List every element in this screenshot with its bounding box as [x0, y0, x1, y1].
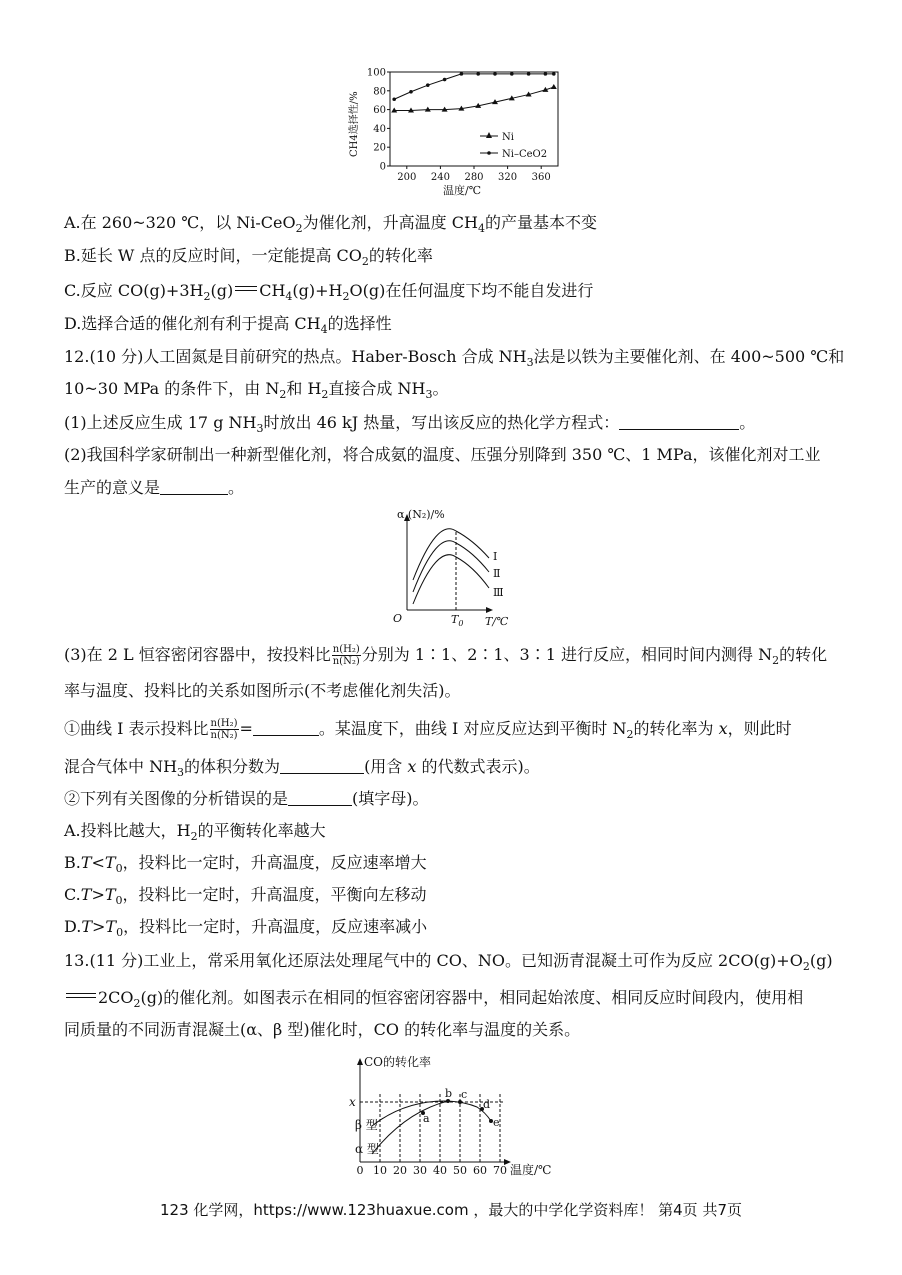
- point-c: c: [461, 1088, 468, 1101]
- answer-blank[interactable]: [253, 721, 319, 736]
- ni-ceo2-point: [443, 78, 447, 82]
- answer-blank[interactable]: [619, 415, 739, 430]
- y-axis-label: α (N₂)/%: [397, 508, 445, 521]
- equilibrium-arrow: [235, 284, 257, 294]
- point-a: a: [423, 1112, 430, 1125]
- q12-choice-b: $B.T<T_0$，投料比一定时，升高温度，反应速率增大: [64, 853, 427, 875]
- y-tick-label: 80: [373, 86, 386, 98]
- x-tick-label: 60: [473, 1164, 487, 1177]
- option-a: A.在 260~320 ℃，以 Ni-CeO$_2$为催化剂，升高温度 $CH_4$的产量基本不变: [64, 213, 597, 235]
- ni-ceo2-point: [460, 72, 464, 76]
- ni-ceo2-point: [510, 72, 514, 76]
- ni-ceo2-point: [527, 72, 531, 76]
- alpha-curve: [372, 1101, 448, 1154]
- y-axis-label: CO的转化率: [364, 1055, 432, 1069]
- q12-choice-d: $D.T>T_0$，投料比一定时，升高温度，反应速率减小: [64, 917, 428, 939]
- x-tick-labels: [357, 1164, 508, 1177]
- option-d: D.选择合适的催化剂有利于提高 $CH_4$的选择性: [64, 314, 392, 336]
- q12-intro-2: 10~30 MPa 的条件下，由 $N_2$和 $H_2$直接合成 $NH_3$。: [64, 379, 449, 401]
- ni-ceo2-point: [409, 90, 413, 94]
- q12-choice-c: $C.T>T_0$，投料比一定时，升高温度，平衡向左移动: [64, 885, 427, 907]
- page-footer: 123 化学网，https://www.123huaxue.com ，最大的中学化学资料库！ 第4页 共7页: [159, 1201, 742, 1219]
- ni-point: [551, 84, 557, 89]
- y-tick-label: 60: [373, 105, 386, 117]
- q12-part3-2: ②下列有关图像的分析错误的是 (填字母)。: [64, 789, 429, 808]
- ni-ceo2-point: [476, 72, 480, 76]
- legend: [480, 132, 547, 160]
- answer-blank[interactable]: [160, 480, 228, 495]
- answer-blank[interactable]: [288, 791, 352, 806]
- n2-conversion-chart: [385, 506, 525, 630]
- y-tick-label: 20: [373, 142, 386, 154]
- legend-ni-ceo2: Ni–CeO2: [502, 149, 548, 160]
- x-tick-label: 360: [531, 172, 551, 183]
- x-tick-label: 240: [430, 172, 450, 183]
- q12-part3-b: 率与温度、投料比的关系如图所示(不考虑催化剂失活)。: [64, 681, 461, 700]
- x-tick-label: 30: [413, 1164, 427, 1177]
- x-axis-label: 温度/℃: [443, 184, 482, 197]
- x-axis-label: 温度/℃: [510, 1163, 552, 1177]
- series-line-ni: [394, 87, 554, 111]
- q13-intro-2: $2CO_2(g)$的催化剂。如图表示在相同的恒容密闭容器中，相同起始浓度、相同反应时间段内，使用相: [64, 988, 803, 1014]
- x-tick-label: 70: [493, 1164, 507, 1177]
- x-tick-label: 280: [464, 172, 484, 183]
- y-tick-label: 0: [379, 161, 386, 173]
- q13-intro-3: 同质量的不同沥青混凝土(α、β 型)催化时，CO 的转化率与温度的关系。: [64, 1020, 581, 1039]
- point-d: d: [483, 1098, 491, 1111]
- feed-ratio-fraction: $\frac{\text{n(H₂)}}{\text{n(N₂)}}$: [332, 644, 360, 667]
- x-tick-label: 10: [373, 1164, 387, 1177]
- ch4-selectivity-chart: [340, 62, 570, 202]
- series-group: [391, 72, 557, 112]
- y-tick-labels: [367, 68, 386, 173]
- vertical-gridlines: [380, 1094, 500, 1162]
- curve-i-label: Ⅰ: [493, 550, 498, 563]
- co-conversion-chart: [345, 1050, 585, 1178]
- equilibrium-arrow: [66, 991, 96, 1001]
- x-axis-label: T/℃: [485, 615, 509, 628]
- curve-iii-label: Ⅲ: [493, 586, 504, 599]
- origin-label: O: [393, 612, 403, 625]
- beta-type-label: β 型: [355, 1118, 378, 1132]
- point-e: e: [493, 1116, 500, 1129]
- ni-ceo2-point: [493, 72, 497, 76]
- ni-ceo2-point: [426, 83, 430, 87]
- option-c: C.反应 $CO(g)+3H_2(g)$ $CH_4(g)+H_2O(g)$在任何温度下均不能自发进行: [64, 281, 594, 303]
- q12-part2: (2)我国科学家研制出一种新型催化剂，将合成氨的温度、压强分别降到 350 ℃、1 MPa，该催化剂对工业: [64, 445, 821, 464]
- x-tick-label: 200: [397, 172, 417, 183]
- q12-part1: (1)上述反应生成 17 g $NH_3$时放出 46 kJ 热量，写出该反应的热化学方程式： 。: [64, 413, 756, 435]
- alpha-type-label: α 型: [355, 1142, 379, 1156]
- q12-part3-1: ①曲线 Ⅰ 表示投料比 $\frac{\text{n(H₂)}}{\text{n(N₂)}}$ = 。某温度下，曲线 Ⅰ 对应反应达到平衡时 $N_2$的转化率为 x，则此时: [64, 718, 792, 741]
- q12-part3-1b: 混合气体中 $NH_3$的体积分数为 (用含 x 的代数式表示)。: [64, 757, 540, 779]
- y-tick-label: 40: [373, 123, 386, 135]
- option-b: B.延长 W 点的反应时间，一定能提高 $CO_2$的转化率: [64, 246, 433, 268]
- curve-iii: [413, 555, 489, 604]
- q13-intro: 13.(11 分)工业上，常采用氧化还原法处理尾气中的 CO、NO。已知沥青混凝土可作为反应 $2CO(g)+O_2(g)$: [64, 951, 833, 973]
- x-tick-label: 50: [453, 1164, 467, 1177]
- curve-ii: [413, 541, 489, 592]
- q12-intro: 12.(10 分)人工固氮是目前研究的热点。Haber-Bosch 合成 $NH_3$法是以铁为主要催化剂、在 400~500 ℃和: [64, 347, 845, 369]
- feed-ratio-fraction: $\frac{\text{n(H₂)}}{\text{n(N₂)}}$: [210, 718, 238, 741]
- x-tick-label: 20: [393, 1164, 407, 1177]
- t0-label: $T_0$: [451, 613, 464, 628]
- ni-ceo2-point: [392, 97, 396, 101]
- x-tick-label: 320: [498, 172, 518, 183]
- beta-curve: [372, 1101, 491, 1126]
- point-b: b: [445, 1087, 453, 1100]
- q12-choice-a: A.投料比越大，$H_2$的平衡转化率越大: [64, 821, 326, 843]
- y-tick-label: 100: [366, 67, 386, 79]
- y-axis-label: CH4选择性/%: [349, 91, 360, 157]
- ni-ceo2-point: [544, 72, 548, 76]
- x-tick-label: 0: [356, 1164, 364, 1177]
- ni-ceo2-point: [552, 72, 556, 76]
- x-tick-labels: [397, 172, 550, 183]
- answer-blank[interactable]: [280, 759, 364, 774]
- legend-ni: Ni: [502, 132, 514, 143]
- q12-part2-b: 生产的意义是 。: [64, 478, 245, 497]
- x-tick-label: 40: [433, 1164, 447, 1177]
- q12-part3: (3)在 2 L 恒容密闭容器中，按投料比 $\frac{\text{n(H₂)}}{\text{n(N₂)}}$ 分别为 1∶1、2∶1、3∶1 进行反应，相同时间内测得 $N_2$的转化: [64, 644, 828, 667]
- x-value-label: x: [349, 1095, 356, 1109]
- curve-ii-label: Ⅱ: [493, 567, 501, 580]
